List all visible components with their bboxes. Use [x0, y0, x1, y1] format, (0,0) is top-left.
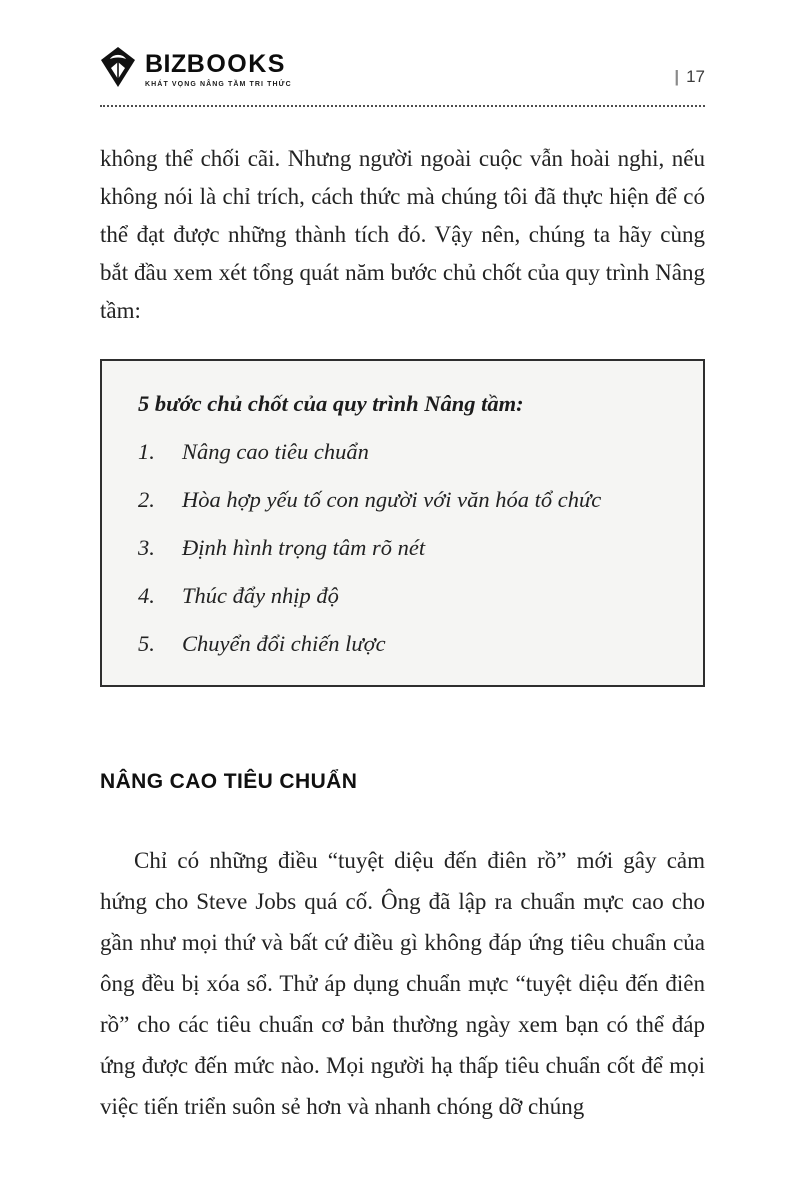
list-item-text: Nâng cao tiêu chuẩn	[182, 439, 369, 464]
section-heading: NÂNG CAO TIÊU CHUẨN	[100, 770, 358, 793]
publisher-logo	[100, 46, 292, 93]
list-item	[138, 630, 667, 657]
bizbooks-diamond-logo-icon	[100, 46, 136, 93]
publisher-name	[145, 49, 292, 78]
page-number-separator: |	[674, 67, 680, 86]
list-item	[138, 486, 667, 513]
list-item-text: Định hình trọng tâm rõ nét	[182, 535, 426, 560]
key-steps-title: 5 bước chủ chốt của quy trình Nâng tầm:	[138, 391, 524, 416]
list-item-text: Chuyển đổi chiến lược	[182, 631, 386, 656]
list-item-text: Thúc đẩy nhịp độ	[182, 583, 339, 608]
key-steps-list	[138, 438, 667, 657]
page-number	[674, 67, 705, 93]
publisher-tagline: KHÁT VỌNG NÂNG TẦM TRI THỨC	[145, 80, 292, 88]
intro-paragraph: không thể chối cãi. Nhưng người ngoài cuộc vẫn hoài nghi, nếu không nói là chỉ trích, cách thức mà chúng tôi đã thực hiện để có thể đạt được những thành tích đó. Vậy nên, chúng ta hãy cùng bắt đầu xem xét tổng quát năm bước chủ chốt của quy trình Nâng tầm:	[100, 146, 705, 323]
list-item-text: Hòa hợp yếu tố con người với văn hóa tổ chức	[182, 487, 602, 512]
list-item-number: 3.	[138, 535, 155, 560]
list-item	[138, 582, 667, 609]
body-paragraph: Chỉ có những điều “tuyệt diệu đến điên rồ” mới gây cảm hứng cho Steve Jobs quá cố. Ông đã lập ra chuẩn mực cao cho gần như mọi thứ và bất cứ điều gì không đáp ứng tiêu chuẩn của ông đều bị xóa sổ. Thử áp dụng chuẩn mực “tuyệt diệu đến điên rồ” cho các tiêu chuẩn cơ bản thường ngày xem bạn có thể đáp ứng được đến mức nào. Mọi người hạ thấp tiêu chuẩn cốt để mọi việc tiến triển suôn sẻ hơn và nhanh chóng dỡ chúng	[100, 848, 705, 1119]
page-header	[100, 46, 705, 107]
publisher-logo-text	[145, 49, 292, 88]
list-item-number: 2.	[138, 487, 155, 512]
list-item-number: 5.	[138, 631, 155, 656]
list-item-number: 1.	[138, 439, 155, 464]
page-number-value: 17	[686, 67, 705, 86]
logo-biz-text: BIZ	[145, 49, 187, 78]
key-steps-box	[100, 359, 705, 687]
logo-books-text: BOOKS	[186, 49, 286, 78]
list-item-number: 4.	[138, 583, 155, 608]
list-item	[138, 534, 667, 561]
list-item	[138, 438, 667, 465]
